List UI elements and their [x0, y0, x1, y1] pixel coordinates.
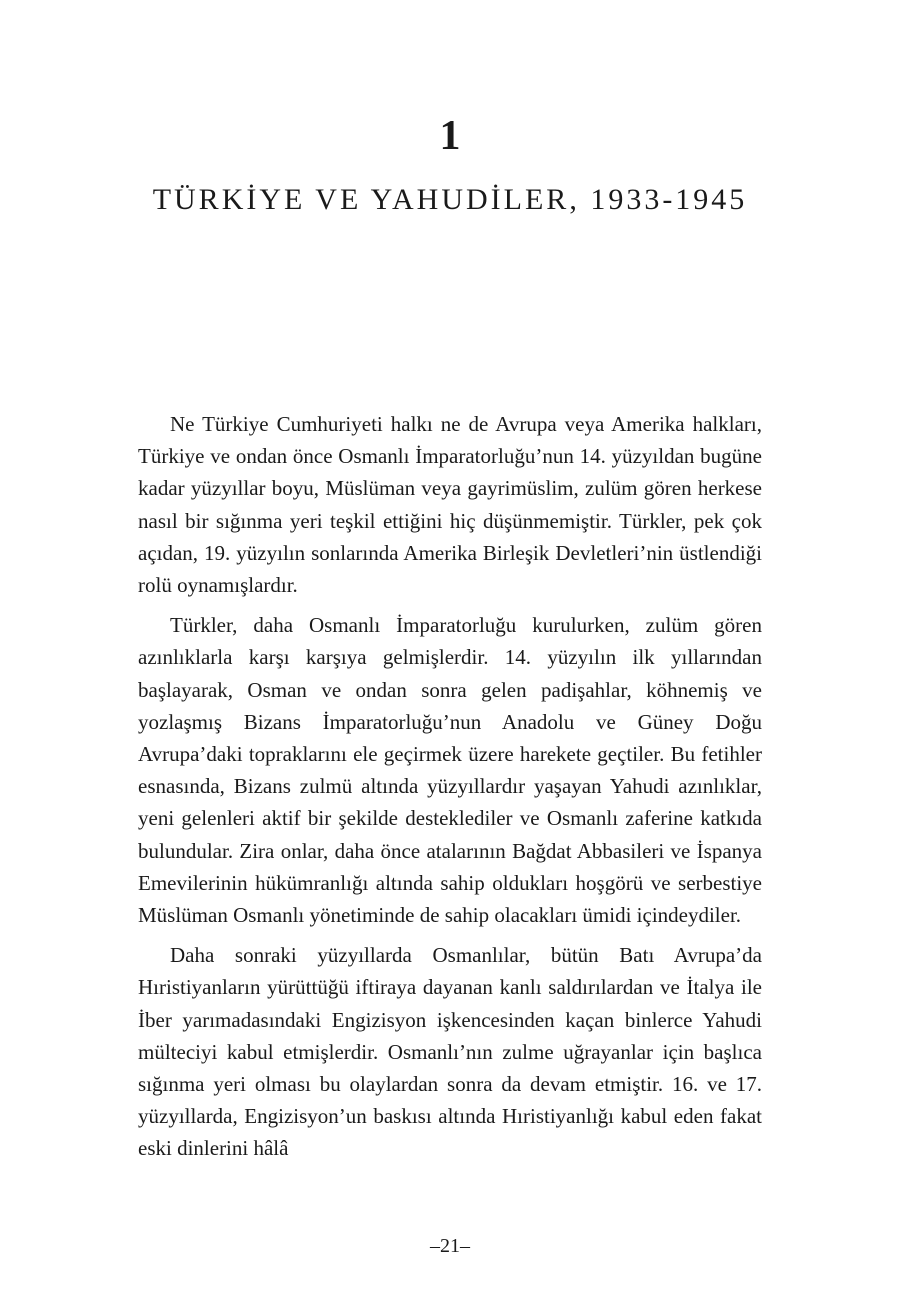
- page-number: –21–: [430, 1235, 470, 1257]
- paragraph: Daha sonraki yüzyıllarda Osmanlılar, bütün Batı Avrupa’da Hıristiyanların yürüttüğü iftiraya dayanan kanlı saldırılardan ve İtalya ile İber yarımadasındaki Engizisyon işkencesinden kaçan binlerce Yahudi mülteciyi kabul etmişlerdir. Osmanlı’nın zulme uğrayanlar için başlıca sığınma yeri olması bu olaylardan sonra da devam etmiştir. 16. ve 17. yüzyıllarda, Engizisyon’un baskısı altında Hıristiyanlığı kabul eden fakat eski dinlerini hâlâ: [138, 943, 762, 1161]
- body-text: [138, 408, 762, 1173]
- chapter-title: TÜRKİYE VE YAHUDİLER, 1933-1945: [152, 183, 748, 216]
- paragraph: Türkler, daha Osmanlı İmparatorluğu kurulurken, zulüm gören azınlıklarla karşı karşıya gelmişlerdir. 14. yüzyılın ilk yıllarından başlayarak, Osman ve ondan sonra gelen padişahlar, köhnemiş ve yozlaşmış Bizans İmparatorluğu’nun Anadolu ve Güney Doğu Avrupa’daki topraklarını ele geçirmek üzere harekete geçtiler. Bu fetihler esnasında, Bizans zulmü altında yüzyıllardır yaşayan Yahudi azınlıklar, yeni gelenleri aktif bir şekilde desteklediler ve Osmanlı zaferine katkıda bulundular. Zira onlar, daha önce atalarının Bağdat Abbasileri ve İspanya Emevilerinin hükümranlığı altında sahip oldukları hoşgörü ve serbestiye Müslüman Osmanlı yönetiminde de sahip olacakları ümidi içindeydiler.: [138, 613, 762, 928]
- chapter-number: 1: [439, 113, 461, 159]
- paragraph: Ne Türkiye Cumhuriyeti halkı ne de Avrupa veya Amerika halkları, Türkiye ve ondan önce Osmanlı İmparatorluğu’nun 14. yüzyıldan bugüne kadar yüzyıllar boyu, Müslüman veya gayrimüslim, zulüm gören herkese nasıl bir sığınma yeri teşkil ettiğini hiç düşünmemiştir. Türkler, pek çok açıdan, 19. yüzyılın sonlarında Amerika Birleşik Devletleri’nin üstlendiği rolü oynamışlardır.: [138, 412, 762, 598]
